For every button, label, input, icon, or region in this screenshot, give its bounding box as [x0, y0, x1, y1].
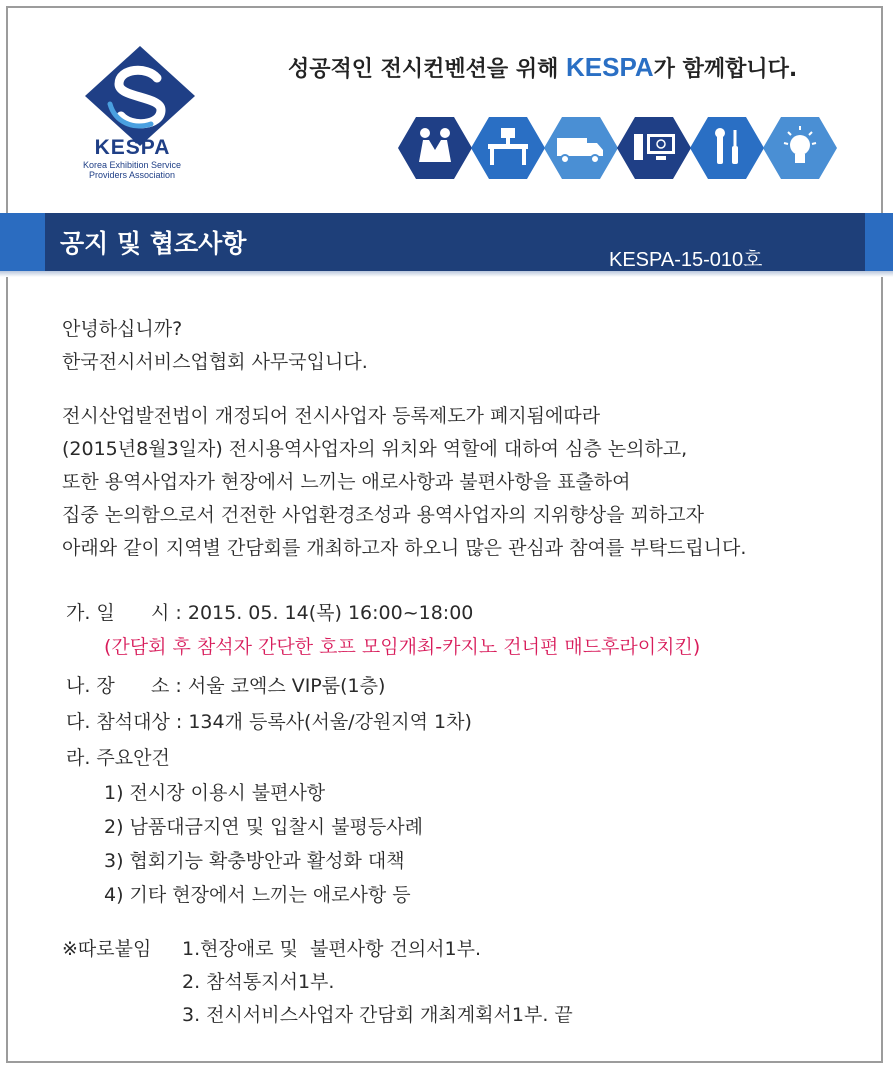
greeting-line: 한국전시서비스업협회 사무국입니다.: [62, 351, 368, 373]
logo-subtitle-line-1: Korea Exhibition Service: [82, 160, 182, 170]
banner-right-accent: [865, 213, 893, 271]
paragraph-line: 또한 용역사업자가 현장에서 느끼는 애로사항과 불편사항을 표출하여: [62, 471, 631, 493]
logo-subtitle-line-2: Providers Association: [88, 170, 176, 180]
agenda-item: 2) 남품대금지연 및 입찰시 불평등사례: [104, 816, 423, 838]
agenda-item: 4) 기타 현장에서 느끼는 애로사항 등: [104, 884, 411, 906]
attachment-item: 1.현장애로 및 불편사항 건의서1부.: [182, 938, 482, 960]
attachments-label: ※따로붙임: [62, 938, 152, 960]
detail-date-note: (간담회 후 참석자 간단한 호프 모임개최-카지노 건너편 매드후라이치킨): [104, 636, 701, 658]
paragraph-line: (2015년8월3일자) 전시용역사업자의 위치와 역할에 대하여 심층 논의하고,: [62, 438, 688, 460]
detail-agenda-label: 라. 주요안건: [66, 747, 170, 769]
handshake-icon: [397, 116, 473, 180]
document-number: KESPA-15-010호: [609, 249, 763, 271]
greeting-line: 안녕하십니까?: [62, 318, 183, 340]
tagline-accent: KESPA: [566, 52, 654, 82]
attachment-item: 2. 참석통지서1부.: [182, 971, 335, 993]
computer-icon: [616, 116, 692, 180]
tagline-post: 가 함께합니다.: [653, 57, 798, 82]
tagline: [288, 52, 797, 83]
tagline-pre: 성공적인 전시컨벤션을 위해: [288, 57, 567, 82]
paragraph-line: 아래와 같이 지역별 간담회를 개최하고자 하오니 많은 관심과 참여를 부탁드립니다.: [62, 537, 747, 559]
banner-left-accent: [0, 213, 45, 271]
logo-text: KESPA: [94, 136, 171, 159]
truck-icon: [543, 116, 619, 180]
logo-subtitle: [62, 160, 202, 180]
agenda-item: 3) 협회기능 확충방안과 활성화 대책: [104, 850, 405, 872]
detail-date: 가. 일 시 : 2015. 05. 14(목) 16:00~18:00: [66, 602, 474, 624]
tools-icon: [689, 116, 765, 180]
detail-place: 나. 장 소 : 서울 코엑스 VIP룸(1층): [66, 675, 386, 697]
desk-icon: [470, 116, 546, 180]
attachment-item: 3. 전시서비스사업자 간담회 개최계획서1부. 끝: [182, 1004, 573, 1026]
notice-title: 공지 및 협조사항: [60, 229, 247, 258]
paragraph-line: 집중 논의함으로서 건전한 사업환경조성과 용역사업자의 지위향상을 꾀하고자: [62, 504, 704, 526]
service-icons: [397, 116, 837, 180]
agenda-item: 1) 전시장 이용시 불편사항: [104, 782, 326, 804]
detail-attendees: 다. 참석대상 : 134개 등록사(서울/강원지역 1차): [66, 711, 472, 733]
paragraph-line: 전시산업발전법이 개정되어 전시사업자 등록제도가 폐지됨에따라: [62, 405, 601, 427]
lightbulb-icon: [762, 116, 838, 180]
